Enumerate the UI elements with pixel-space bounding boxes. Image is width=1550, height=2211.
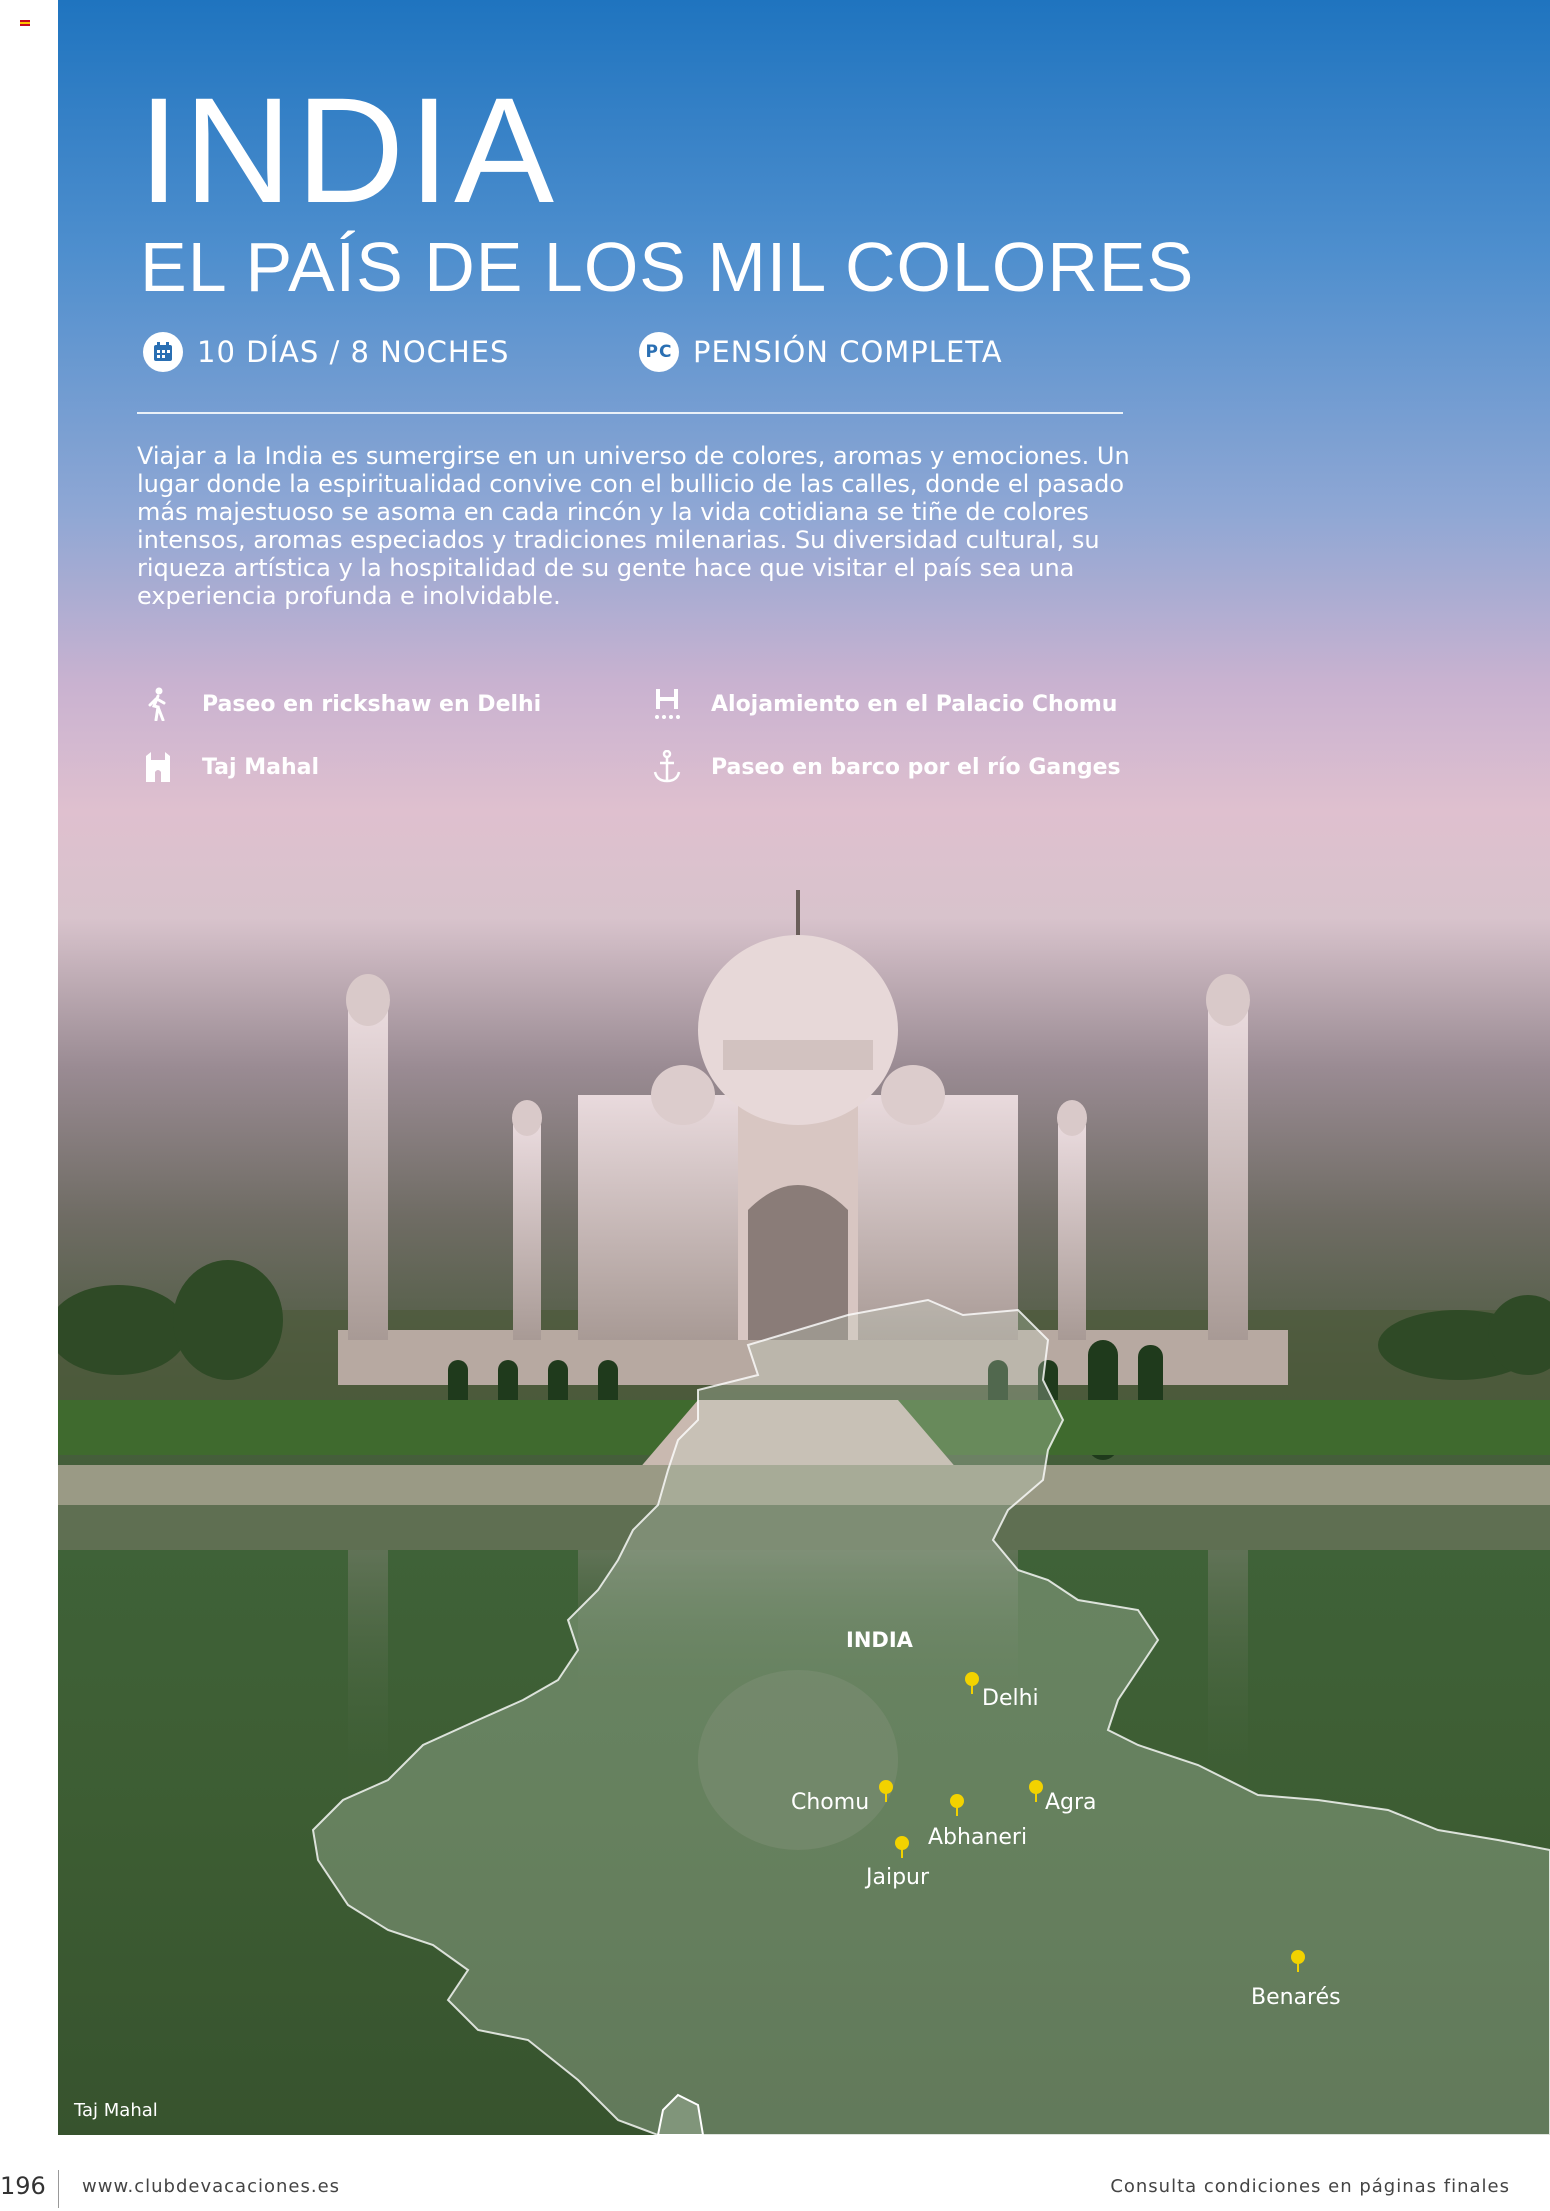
city-label: Benarés — [1251, 1985, 1341, 2010]
monument-icon — [140, 749, 176, 785]
description: Viajar a la India es sumergirse en un universo de colores, aromas y emociones. Un lugar donde la espiritualidad convive con el bullicio de las calles, donde el pasado más majestuoso se asoma en cada rincón y la vida cotidiana se tiñe de colores intensos, aromas especiados y tradiciones milenarias. Su diversidad cultural, su riqueza artística y la hospitalidad de su gente hace que visitar el país sea una experiencia profunda e inolvidable. — [137, 442, 1130, 610]
map-pin-icon — [964, 1672, 980, 1694]
footer-divider — [58, 2170, 59, 2208]
divider — [137, 412, 1123, 414]
city-label: Chomu — [791, 1790, 870, 1815]
flag-icon — [20, 20, 30, 26]
board-text: PENSIÓN COMPLETA — [693, 335, 1003, 369]
website-link[interactable]: www.clubdevacaciones.es — [82, 2176, 341, 2197]
feature-rickshaw — [140, 686, 541, 722]
map-pin-icon — [949, 1794, 965, 1816]
feature-palace — [649, 686, 1117, 722]
feature-label: Paseo en rickshaw en Delhi — [202, 691, 542, 717]
duration-text: 10 DÍAS / 8 NOCHES — [197, 335, 510, 369]
calendar-icon — [143, 332, 183, 372]
conditions-note: Consulta condiciones en páginas finales — [1110, 2176, 1510, 2197]
map-pin-icon — [1028, 1780, 1044, 1802]
page-subtitle: EL PAÍS DE LOS MIL COLORES — [140, 228, 1195, 306]
city-label: Agra — [1045, 1790, 1097, 1815]
duration — [143, 330, 509, 374]
feature-ganges — [649, 749, 1121, 785]
board-type — [639, 330, 1003, 374]
page-number: 196 — [0, 2172, 46, 2200]
city-label: Delhi — [982, 1686, 1039, 1711]
map-pin-icon — [894, 1836, 910, 1858]
hero-image — [58, 0, 1550, 2135]
feature-label: Taj Mahal — [202, 754, 320, 780]
page-title: INDIA — [138, 66, 559, 234]
city-label: Jaipur — [866, 1865, 930, 1890]
map-pin-icon — [1290, 1950, 1306, 1972]
photo-caption: Taj Mahal — [74, 2100, 158, 2121]
hotel-icon — [649, 686, 685, 722]
feature-label: Paseo en barco por el río Ganges — [711, 754, 1121, 780]
anchor-icon — [649, 749, 685, 785]
map-country-label: INDIA — [846, 1628, 913, 1652]
feature-label: Alojamiento en el Palacio Chomu — [711, 691, 1118, 717]
pc-badge-icon: PC — [639, 332, 679, 372]
feature-taj-mahal — [140, 749, 319, 785]
map-pin-icon — [878, 1780, 894, 1802]
walking-person-icon — [140, 686, 176, 722]
city-label: Abhaneri — [928, 1825, 1028, 1850]
